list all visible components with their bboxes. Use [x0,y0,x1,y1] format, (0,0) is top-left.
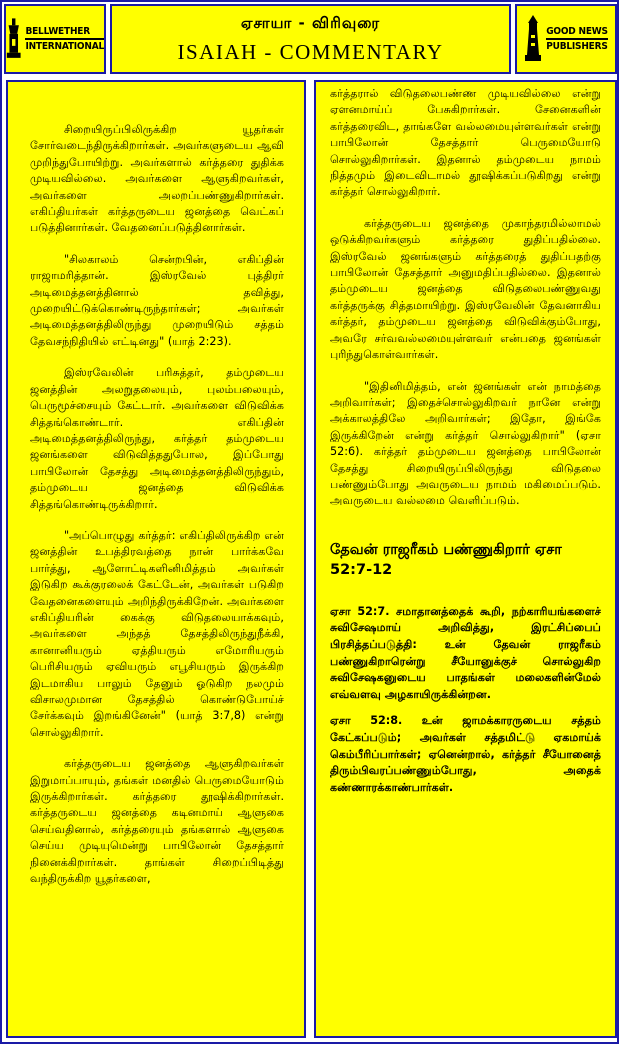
logo-line-2: INTERNATIONAL [25,41,104,52]
paragraph: கர்த்தரால் விடுதலைபண்ண முடியவில்லை என்று ஏளனமாய்ப் பேசுகிறார்கள். சேனைகளின் கர்த்தரைவிட, தாங்களே வல்லமையுள்ளவர்கள் என்று பாபிலோன் தேசத்தார் பெருமையோடு சொல்லுகிறார்கள். இதனால் தம்முடைய நாமம் நித்தமும் இடைவிடாமல் தூஷிக்கப்படுகிறது என்று கர்த்தர் சொல்லுகிறார். [330,87,601,199]
logo-line-1: GOOD NEWS [546,25,608,40]
logo-line-1: BELLWETHER [25,25,104,40]
bell-tower-icon [6,15,21,63]
quote-paragraph: "இதினிமித்தம், என் ஜனங்கள் என் நாமத்தை அறிவார்கள்; இதைச்சொல்லுகிறவர் நானே என்று அக்காலத்திலே அறிவார்கள்; இதோ, இங்கே இருக்கிறேன் என்று கர்த்தர் சொல்லுகிறார்" (ஏசா 52:6). கர்த்தர் தம்முடைய ஜனத்தை பாபிலோன் தேசத்து சிறையிருப்பிலிருந்து விடுதலை பண்ணும்போது அவருடைய நாமம் மகிமைப்படும். அவருடைய வல்லமை வெளிப்படும். [330,379,601,508]
bellwether-logo [4,4,106,74]
verse-text: ஏசா 52:8. உன் ஜாமக்காரருடைய சத்தம் கேட்கப்படும்; அவர்கள் சத்தமிட்டு ஏகமாய்க் கெம்பீரிப்பார்கள்; ஏனென்றால், கர்த்தர் சீயோனைத் திரும்பிவரப்பண்ணும்போது, அதைக் கண்ணாரக்காண்பார்கள். [330,714,601,794]
quote-paragraph: "அப்பொழுது கர்த்தர்: எகிப்திலிருக்கிற என் ஜனத்தின் உபத்திரவத்தை நான் பார்க்கவே பார்த்து, ஆளோட்டிகளினிமித்தம் அவர்கள் இடுகிற கூக்குரலைக் கேட்டேன், அவர்கள் படுகிற வேதனைகளையும் அறிந்திருக்கிறேன். அவர்களை எகிப்தியரின் கைக்கு விடுதலையாக்கவும், அவர்களை அந்தத் தேசத்திலிருந்துநீக்கி, கானானியரும் ஏத்தியரும் எமோரியரும் பெரிசியரும் ஏவியரும் எபூசியரும் இருக்கிற இடமாகிய பாலும் தேனும் ஓடுகிற நலமும் விசாலமுமான தேசத்தில் கொண்டுபோய்ச் சேர்க்கவும் இறங்கினேன்" (யாத் 3:7,8) என்று சொல்லுகிறார். [30,528,284,739]
logo-line-2: PUBLISHERS [546,41,608,52]
tamil-title: ஏசாயா - விரிவுரை [240,13,381,32]
page-header [4,4,617,76]
verse-text: ஏசா 52:7. சமாதானத்தைக் கூறி, நற்காரியங்களைச் சுவிசேஷமாய் அறிவித்து, இரட்சிப்பைப் பிரசித்தப்படுத்தி: உன் தேவன் ராஜரீகம் பண்ணுகிறாரென்று சீயோனுக்குச் சொல்லுகிற சுவிசேஷகனுடைய பாதங்கள் மலைகளின்மேல் எவ்வளவு அழகாயிருக்கின்றன. [330,604,601,701]
right-column [314,80,617,1038]
paragraph: கர்த்தருடைய ஜனத்தை முகாந்தரமில்லாமல் ஒடுக்கிறவர்களும் கர்த்தரை துதிப்பதில்லை. இஸ்ரவேல் ஜனங்களும் கர்த்தரைத் துதிப்பதற்கு பாபிலோன் தேசத்தார் அனுமதிப்பதில்லை. இதனால் தம்முடைய ஜனத்தை விடுதலைபண்ணுவது கர்த்தருக்கு சித்தமாயிற்று. இஸ்ரவேலின் தேவனாகிய கர்த்தர், தம்முடைய ஜனத்தை விடுவிக்கும்போது, அவரே சர்வவல்லமையுள்ளவர் என்பதை ஜனங்கள் புரிந்துகொள்வார்கள். [330,216,601,362]
lighthouse-icon [524,15,542,63]
title-block [110,4,511,74]
paragraph: சிறையிருப்பிலிருக்கிற யூதர்கள் சோர்வடைந்திருக்கிறார்கள். அவர்களுடைய ஆவி முறிந்துபோயிற்று. அவர்களால் கர்த்தரை துதிக்க முடியவில்லை. அவர்களை ஆளுகிறவர்கள், அவர்களை அலறப்பண்ணுகிறார்கள். எகிப்தியர்கள் கர்த்தருடைய ஜனத்தை வெட்கப் படுத்தினார்கள். வேதனைப்படுத்தினார்கள். [30,123,284,235]
section-heading: தேவன் ராஜரீகம் பண்ணுகிறார் ஏசா 52:7-12 [330,541,562,578]
left-column [6,80,306,1038]
english-title: ISAIAH - COMMENTARY [177,39,444,64]
paragraph: இஸ்ரவேலின் பரிசுத்தர், தம்முடைய ஜனத்தின் அலறுதலையும், புலம்பலையும், பெருமூச்சையும் கேட்டார். அவர்களை விடுவிக்க சித்தங்கொண்டார். எகிப்தின் அடிமைத்தனத்திலிருந்து, கர்த்தர் தம்முடைய ஜனங்களை விடுவித்ததுபோல, இப்போது பாபிலோன் தேசத்து அடிமைத்தனத்திலிருந்தும், தம்முடைய ஜனத்தை விடுவிக்க சித்தங்கொண்டிருக்கிறார். [30,366,284,511]
good-news-logo [515,4,617,74]
quote-paragraph: "சிலகாலம் சென்றபின், எகிப்தின் ராஜாமரித்தான். இஸ்ரவேல் புத்திரர் அடிமைத்தனத்தினால் தவித்து, முறையிட்டுக்கொண்டிருந்தார்கள்; அவர்கள் அடிமைத்தனத்திலிருந்து முறையிடும் சத்தம் தேவசந்நிதியில் எட்டினது" (யாத் 2:23). [30,252,284,348]
paragraph: கர்த்தருடைய ஜனத்தை ஆளுகிறவர்கள் இறுமாப்பாயும், தங்கள் மனதில் பெருமையோடும் இருக்கிறார்கள். கர்த்தரை தூஷிக்கிறார்கள். கர்த்தருடைய ஜனத்தை கடினமாய் ஆளுகை செய்வதினால், கர்த்தரையும் தங்களால் ஆளுகை செய்ய முடியுமென்று பாபிலோன் தேசத்தார் நினைக்கிறார்கள். தாங்கள் சிறைப்பிடித்து வந்திருக்கிற யூதர்களை, [30,757,284,886]
